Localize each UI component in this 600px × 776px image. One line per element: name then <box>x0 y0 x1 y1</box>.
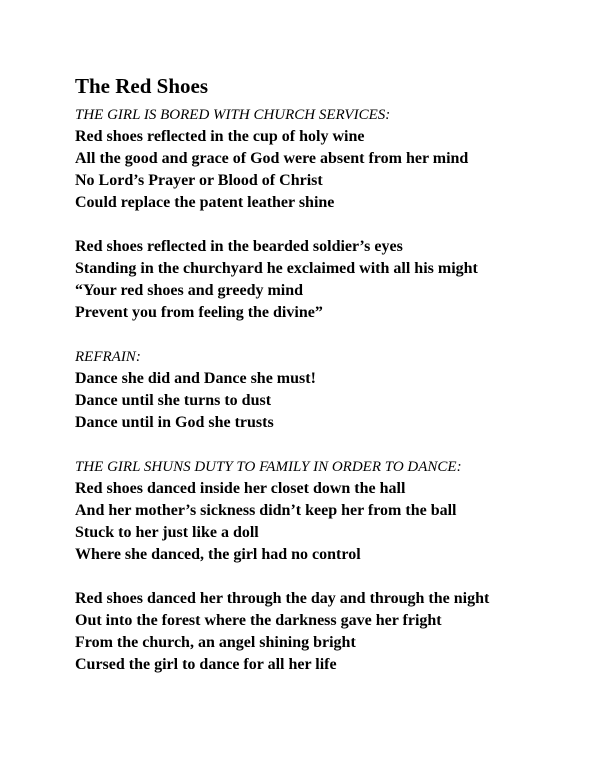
lyric-line: No Lord’s Prayer or Blood of Christ <box>75 172 323 189</box>
lyric-line: Red shoes danced her through the day and through the night <box>75 590 490 607</box>
verse-section <box>75 236 575 324</box>
document-title: The Red Shoes <box>75 74 209 98</box>
document-page <box>75 72 575 676</box>
lyric-line: Dance she did and Dance she must! <box>75 370 316 387</box>
lyric-line: Out into the forest where the darkness gave her fright <box>75 612 442 629</box>
lyric-line: And her mother’s sickness didn’t keep her from the ball <box>75 502 457 519</box>
lyric-line: Prevent you from feeling the divine” <box>75 304 323 321</box>
lyric-line: Dance until she turns to dust <box>75 392 272 409</box>
lyric-line: Could replace the patent leather shine <box>75 194 335 211</box>
lyric-line: Red shoes danced inside her closet down the hall <box>75 480 406 497</box>
lyric-line: From the church, an angel shining bright <box>75 634 356 651</box>
lyric-line: Where she danced, the girl had no control <box>75 546 361 563</box>
verse-section <box>75 456 575 566</box>
lyric-line: “Your red shoes and greedy mind <box>75 282 304 299</box>
lyric-line: Cursed the girl to dance for all her life <box>75 656 337 673</box>
lyric-line: Red shoes reflected in the bearded soldier’s eyes <box>75 238 403 255</box>
lyric-line: Dance until in God she trusts <box>75 414 274 431</box>
section-heading: REFRAIN: <box>75 349 141 365</box>
lyric-line: Red shoes reflected in the cup of holy wine <box>75 128 365 145</box>
section-heading: THE GIRL IS BORED WITH CHURCH SERVICES: <box>75 107 391 123</box>
refrain-section <box>75 346 575 434</box>
verse-section <box>75 104 575 214</box>
section-heading: THE GIRL SHUNS DUTY TO FAMILY IN ORDER TO DANCE: <box>75 459 462 475</box>
lyric-line: All the good and grace of God were absent from her mind <box>75 150 469 167</box>
lyric-line: Standing in the churchyard he exclaimed with all his might <box>75 260 478 277</box>
verse-section <box>75 588 575 676</box>
lyric-line: Stuck to her just like a doll <box>75 524 259 541</box>
